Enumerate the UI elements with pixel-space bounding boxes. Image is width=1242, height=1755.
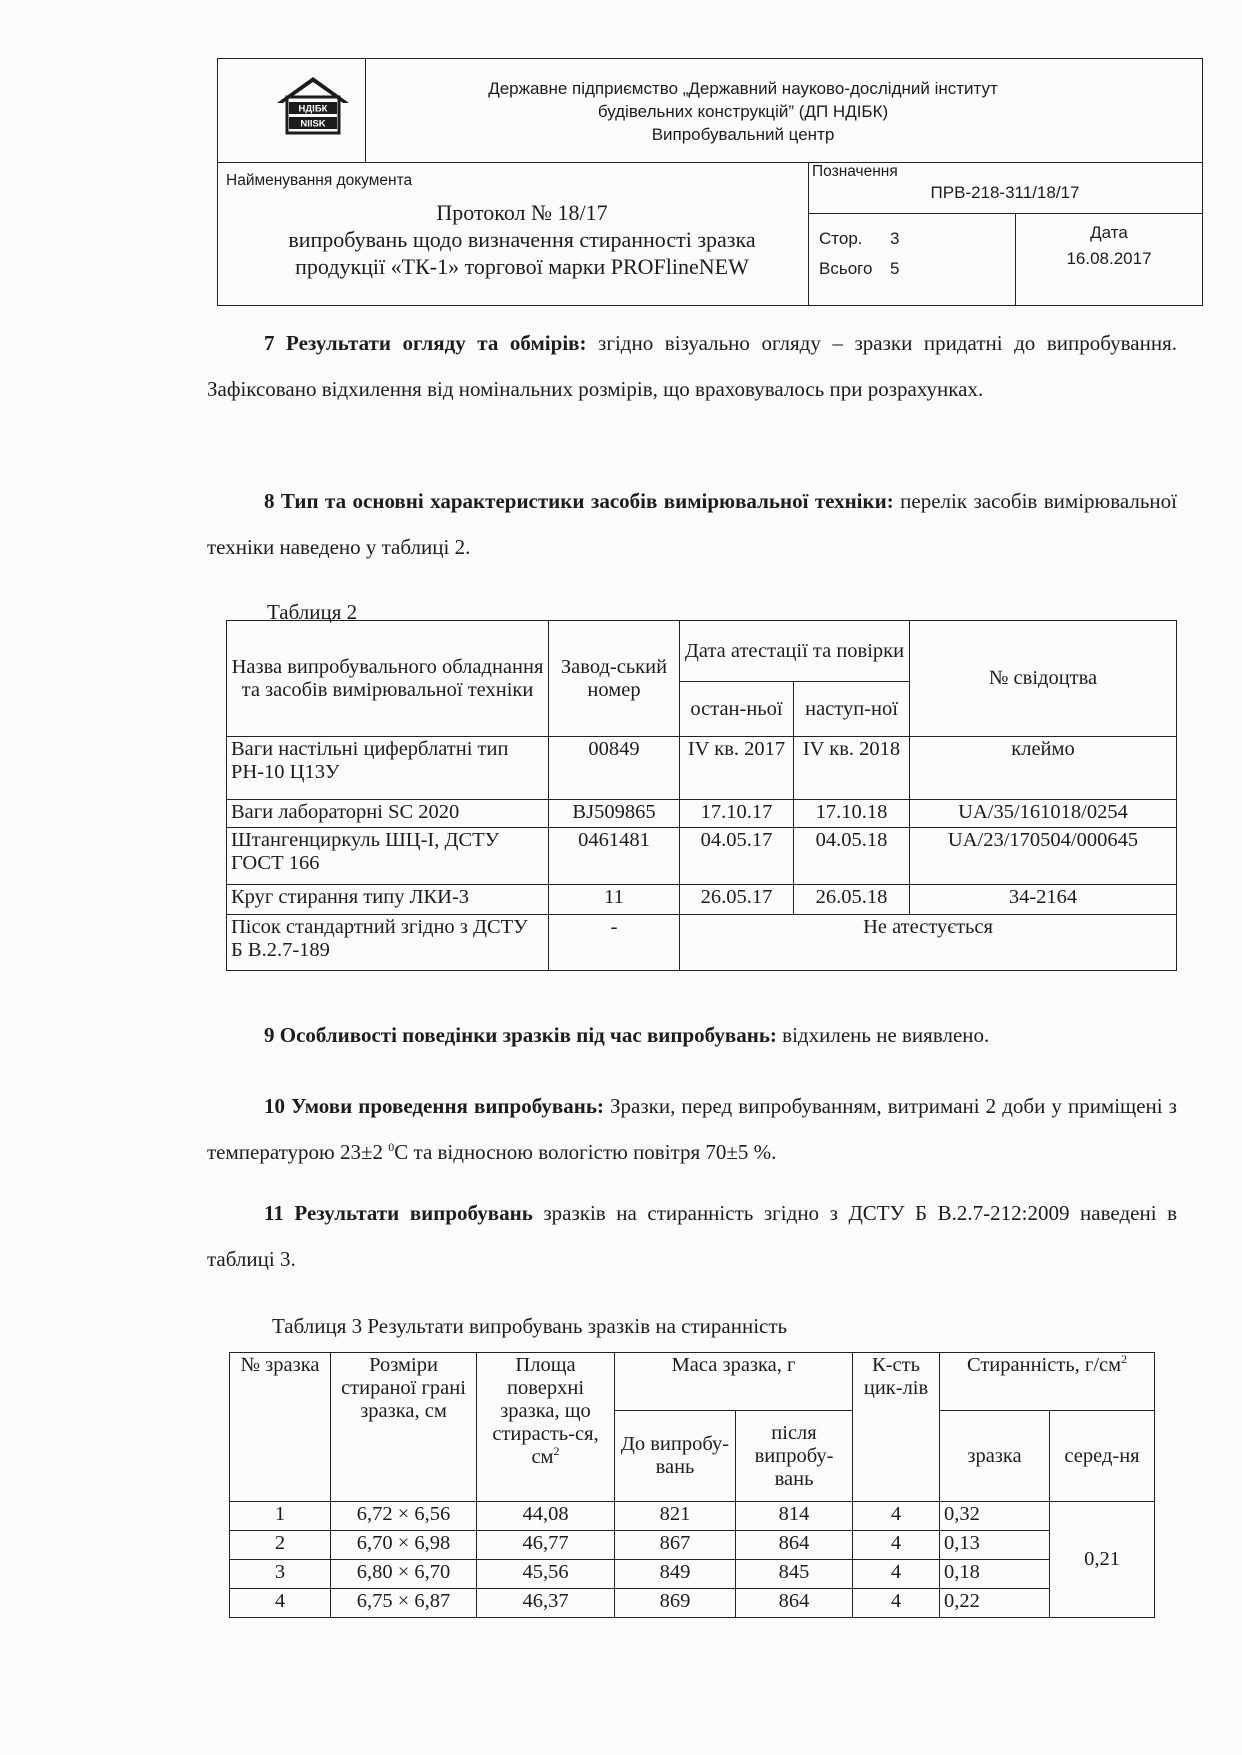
degree-superscript: 0 <box>388 1140 395 1154</box>
section-10-text-end: С та відносною вологістю повітря 70±5 %. <box>394 1140 777 1164</box>
t3-header-mean: серед-ня <box>1050 1411 1155 1502</box>
section-8 <box>207 478 1177 570</box>
t3-cell-abrasion: 0,13 <box>940 1531 1050 1560</box>
table-2 <box>226 620 1177 971</box>
table-row <box>227 828 1177 885</box>
total-label: Всього <box>819 259 873 278</box>
designation-value: ПРВ-218-311/18/17 <box>930 183 1080 202</box>
doc-title <box>222 199 822 280</box>
t2-cell-last: 04.05.17 <box>680 828 794 885</box>
t3-cell-after: 864 <box>736 1531 853 1560</box>
t3-cell-num: 2 <box>230 1531 331 1560</box>
page-label: Стор. <box>819 229 863 248</box>
organization-line: Державне підприємство „Державний науково-дослідний інститут <box>488 79 998 98</box>
t3-header-abrasion <box>940 1353 1155 1411</box>
t3-cell-area: 46,37 <box>477 1589 615 1618</box>
t3-cell-dims: 6,72 × 6,56 <box>331 1502 477 1531</box>
section-8-heading: 8 Тип та основні характеристики засобів вимірювальної техніки: <box>264 489 894 513</box>
t2-cell-name: Пісок стандартний згідно з ДСТУ Б В.2.7-189 <box>227 915 549 971</box>
t3-cell-before: 821 <box>615 1502 736 1531</box>
section-9 <box>207 1012 1177 1058</box>
t2-cell-cert: UA/23/170504/000645 <box>910 828 1177 885</box>
t3-cell-area: 45,56 <box>477 1560 615 1589</box>
t2-cell-note: Не атестується <box>680 915 1177 971</box>
t3-cell-after: 814 <box>736 1502 853 1531</box>
t3-cell-after: 864 <box>736 1589 853 1618</box>
table-row <box>227 915 1177 971</box>
table-3 <box>229 1352 1155 1618</box>
t3-cell-before: 869 <box>615 1589 736 1618</box>
t2-cell-cert: UA/35/161018/0254 <box>910 800 1177 828</box>
t2-cell-next: 26.05.18 <box>794 885 910 915</box>
t3-cell-mean: 0,21 <box>1050 1502 1155 1618</box>
t2-header-cert: № свідоцтва <box>910 621 1177 737</box>
designation-label: Позначення <box>812 163 898 180</box>
table-3-caption: Таблиця 3 Результати випробувань зразків на стиранність <box>272 1314 788 1338</box>
t3-cell-num: 1 <box>230 1502 331 1531</box>
doc-title-line: випробувань щодо визначення стиранності зразка <box>288 227 756 252</box>
t2-cell-name: Штангенциркуль ШЦ-І, ДСТУ ГОСТ 166 <box>227 828 549 885</box>
organization-name <box>373 77 1113 146</box>
t3-cell-cycles: 4 <box>853 1502 940 1531</box>
section-10-text: Зразки, перед випробуванням, витримані 2 доби у приміщені з температурою 23±2 <box>207 1094 1177 1164</box>
t3-cell-dims: 6,70 × 6,98 <box>331 1531 477 1560</box>
t2-header-date-group: Дата атестації та повірки <box>680 621 910 682</box>
t2-cell-serial: 11 <box>549 885 680 915</box>
t2-cell-serial: 0461481 <box>549 828 680 885</box>
t2-cell-next: 04.05.18 <box>794 828 910 885</box>
t3-cell-cycles: 4 <box>853 1531 940 1560</box>
t3-cell-cycles: 4 <box>853 1589 940 1618</box>
document-header <box>217 58 1203 306</box>
t3-header-dims: Розміри стираної грані зразка, см <box>331 1353 477 1502</box>
t3-header-cycles: К-сть цик-лів <box>853 1353 940 1502</box>
t2-header-name: Назва випробувального обладнання та засобів вимірювальної техніки <box>227 621 549 737</box>
table-2-caption: Таблиця 2 <box>267 600 358 624</box>
section-10 <box>207 1083 1177 1175</box>
section-7-heading: 7 Результати огляду та обмірів: <box>264 331 587 355</box>
doc-title-line: продукції «ТК-1» торгової марки PROFlineNEW <box>295 254 749 279</box>
logo-text-niisk: NIISK <box>300 118 326 130</box>
t3-cell-after: 845 <box>736 1560 853 1589</box>
table-row <box>230 1502 1155 1531</box>
table-row <box>230 1589 1155 1618</box>
t3-cell-abrasion: 0,32 <box>940 1502 1050 1531</box>
t3-cell-num: 4 <box>230 1589 331 1618</box>
t3-header-abrasion-sup: 2 <box>1121 1352 1128 1367</box>
t3-header-mass: Маса зразка, г <box>615 1353 853 1411</box>
t3-header-num: № зразка <box>230 1353 331 1502</box>
t3-header-area-text: Площа поверхні зразка, що стирасть-ся, см <box>492 1354 599 1468</box>
t3-cell-dims: 6,80 × 6,70 <box>331 1560 477 1589</box>
t3-cell-num: 3 <box>230 1560 331 1589</box>
t2-cell-serial: BJ509865 <box>549 800 680 828</box>
t3-header-area <box>477 1353 615 1502</box>
t3-cell-before: 867 <box>615 1531 736 1560</box>
t2-cell-serial: 00849 <box>549 737 680 800</box>
t3-header-area-sup: 2 <box>553 1444 560 1459</box>
section-11-heading: 11 Результати випробувань <box>264 1201 533 1225</box>
table-row <box>227 885 1177 915</box>
organization-line: Випробувальний центр <box>651 125 835 144</box>
t3-header-abrasion-text: Стиранність, г/см <box>966 1354 1122 1376</box>
t3-cell-abrasion: 0,22 <box>940 1589 1050 1618</box>
t3-cell-abrasion: 0,18 <box>940 1560 1050 1589</box>
t2-cell-last: 17.10.17 <box>680 800 794 828</box>
organization-line: будівельних конструкцій” (ДП НДІБК) <box>597 102 889 121</box>
t2-header-serial: Завод-ський номер <box>549 621 680 737</box>
section-9-heading: 9 Особливості поведінки зразків під час випробувань: <box>264 1023 777 1047</box>
doc-title-line: Протокол № 18/17 <box>436 200 608 225</box>
t2-cell-next: 17.10.18 <box>794 800 910 828</box>
t2-cell-name: Ваги настільні циферблатні тип РН-10 Ц13У <box>227 737 549 800</box>
section-11-text: зразків на стиранність згідно з ДСТУ Б В.2.7-212:2009 наведені в таблиці 3. <box>207 1201 1177 1271</box>
section-7-text: згідно візуально огляду – зразки придатні до випробування. Зафіксовано відхилення від номінальних розмірів, що враховувалось при розрахунках. <box>207 331 1177 401</box>
t2-cell-last: 26.05.17 <box>680 885 794 915</box>
section-10-heading: 10 Умови проведення випробувань: <box>264 1094 604 1118</box>
ndibk-logo <box>275 75 351 135</box>
t3-cell-area: 46,77 <box>477 1531 615 1560</box>
t3-cell-area: 44,08 <box>477 1502 615 1531</box>
page-value: 3 <box>890 229 900 248</box>
doc-name-label: Найменування документа <box>226 172 413 189</box>
table-row <box>227 737 1177 800</box>
t2-cell-name: Ваги лабораторні SC 2020 <box>227 800 549 828</box>
table-row <box>230 1531 1155 1560</box>
date-value: 16.08.2017 <box>1066 249 1152 268</box>
t3-cell-cycles: 4 <box>853 1560 940 1589</box>
t2-cell-cert: клеймо <box>910 737 1177 800</box>
section-9-text: відхилень не виявлено. <box>776 1023 990 1047</box>
table-row <box>227 800 1177 828</box>
t3-header-before: До випробу-вань <box>615 1411 736 1502</box>
section-11 <box>207 1190 1177 1282</box>
t2-header-next: наступ-ної <box>794 682 910 737</box>
t3-cell-before: 849 <box>615 1560 736 1589</box>
t2-cell-name: Круг стирання типу ЛКИ-3 <box>227 885 549 915</box>
date-label: Дата <box>1090 223 1128 242</box>
logo-text-ndibk: НДІБК <box>298 103 328 115</box>
t2-header-last: остан-ньої <box>680 682 794 737</box>
total-value: 5 <box>890 259 900 278</box>
t3-cell-dims: 6,75 × 6,87 <box>331 1589 477 1618</box>
t2-cell-next: IV кв. 2018 <box>794 737 910 800</box>
section-7 <box>207 320 1177 412</box>
t3-header-sample: зразка <box>940 1411 1050 1502</box>
section-8-text: перелік засобів вимірювальної техніки наведено у таблиці 2. <box>207 489 1177 559</box>
t3-header-after: після випробу-вань <box>736 1411 853 1502</box>
t2-cell-serial: - <box>549 915 680 971</box>
t2-cell-last: IV кв. 2017 <box>680 737 794 800</box>
t2-cell-cert: 34-2164 <box>910 885 1177 915</box>
table-row <box>230 1560 1155 1589</box>
